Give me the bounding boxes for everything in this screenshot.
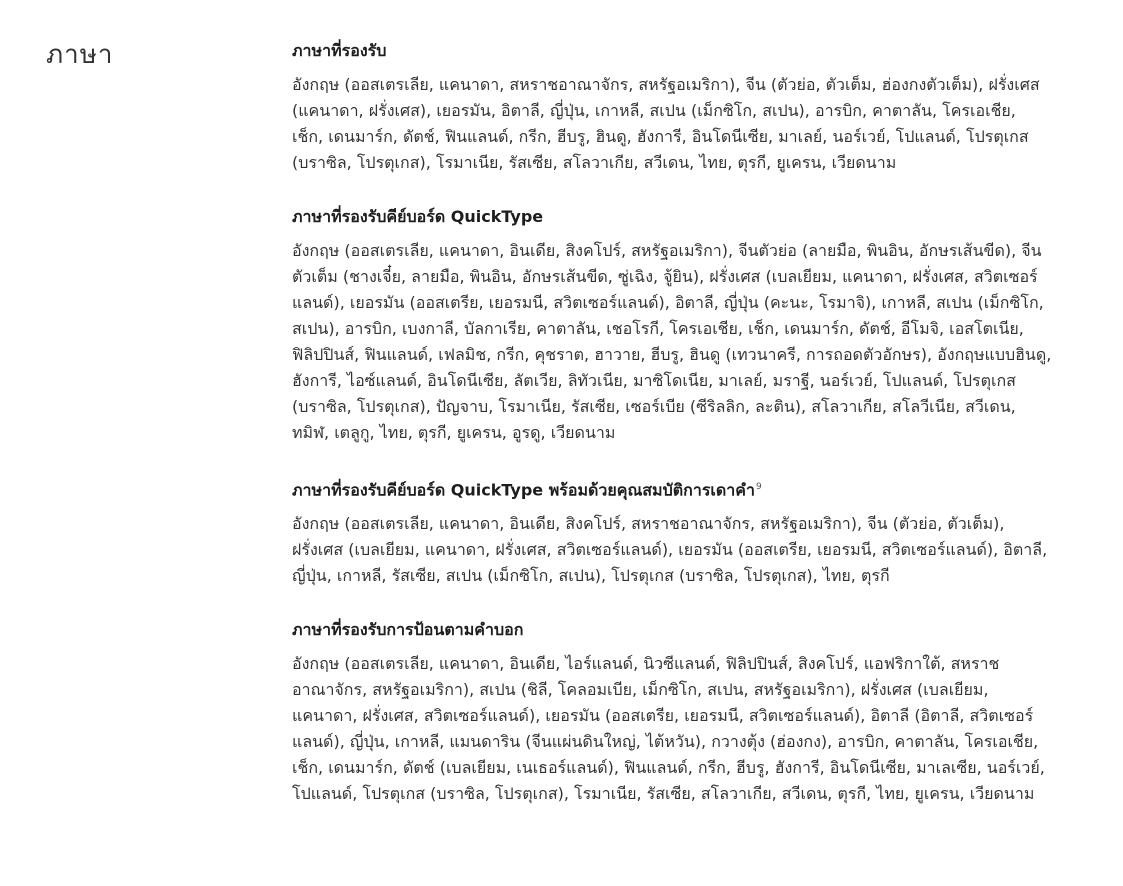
quicktype-predictive-languages-block	[292, 476, 1052, 589]
block-text: อังกฤษ (ออสเตรเลีย, แคนาดา, สหราชอาณาจักร, สหรัฐอเมริกา), จีน (ตัวย่อ, ตัวเต็ม, ฮ่องกงตัวเต็ม), ฝรั่งเศส (แคนาดา, ฝรั่งเศส), เยอรมัน, อิตาลี, ญี่ปุ่น, เกาหลี, สเปน (เม็กซิโก, สเปน), อารบิก, คาตาลัน, โครเอเชีย, เช็ก, เดนมาร์ก, ดัตช์, ฟินแลนด์, กรีก, ฮีบรู, ฮินดู, ฮังการี, อินโดนีเซีย, มาเลย์, นอร์เวย์, โปแลนด์, โปรตุเกส (บราซิล, โปรตุเกส), โรมาเนีย, รัสเซีย, สโลวาเกีย, สวีเดน, ไทย, ตุรกี, ยูเครน, เวียดนาม	[292, 75, 1040, 172]
block-heading	[292, 476, 1052, 501]
heading-text: ภาษาที่รองรับคีย์บอร์ด QuickType พร้อมด้วยคุณสมบัติการเดาคำ	[292, 480, 755, 500]
block-text: อังกฤษ (ออสเตรเลีย, แคนาดา, อินเดีย, สิงคโปร์, สหราชอาณาจักร, สหรัฐอเมริกา), จีน (ตัวย่อ, ตัวเต็ม), ฝรั่งเศส (เบลเยียม, แคนาดา, ฝรั่งเศส, สวิตเซอร์แลนด์), เยอรมัน (ออสเตรีย, เยอรมนี, สวิตเซอร์แลนด์), อิตาลี, ญี่ปุ่น, เกาหลี, รัสเซีย, สเปน (เม็กซิโก, สเปน), โปรตุเกส (บราซิล, โปรตุเกส), ไทย, ตุรกี	[292, 514, 1048, 586]
block-heading	[292, 40, 1052, 62]
supported-languages-block	[292, 40, 1052, 176]
quicktype-languages-block	[292, 206, 1052, 446]
dictation-languages-block	[292, 619, 1052, 807]
heading-text: ภาษาที่รองรับคีย์บอร์ด QuickType	[292, 207, 544, 226]
heading-text: ภาษาที่รองรับ	[292, 41, 387, 60]
footnote-marker[interactable]: 9	[755, 482, 762, 492]
language-content	[292, 40, 1052, 837]
heading-text: ภาษาที่รองรับการป้อนตามคำบอก	[292, 620, 524, 640]
block-heading	[292, 206, 1052, 228]
block-text: อังกฤษ (ออสเตรเลีย, แคนาดา, อินเดีย, สิงคโปร์, สหรัฐอเมริกา), จีนตัวย่อ (ลายมือ, พินอิน, อักษรเส้นขีด), จีนตัวเต็ม (ชางเจี๋ย, ลายมือ, พินอิน, อักษรเส้นขีด, ซู่เฉิง, จู้ยิน), ฝรั่งเศส (เบลเยียม, แคนาดา, ฝรั่งเศส, สวิตเซอร์แลนด์), เยอรมัน (ออสเตรีย, เยอรมนี, สวิตเซอร์แลนด์), อิตาลี, ญี่ปุ่น (คะนะ, โรมาจิ), เกาหลี, สเปน (เม็กซิโก, สเปน), อารบิก, เบงกาลี, บัลกาเรีย, คาตาลัน, เชอโรกี, โครเอเชีย, เช็ก, เดนมาร์ก, ดัตช์, อีโมจิ, เอสโตเนีย, ฟิลิปปินส์, ฟินแลนด์, เฟลมิช, กรีก, คุชราต, ฮาวาย, ฮีบรู, ฮินดู (เทวนาครี, การถอดตัวอักษร), อังกฤษแบบฮินดู, ฮังการี, ไอซ์แลนด์, อินโดนีเซีย, ลัตเวีย, ลิทัวเนีย, มาซิโดเนีย, มาเลย์, มราฐี, นอร์เวย์, โปแลนด์, โปรตุเกส (บราซิล, โปรตุเกส), ปัญจาบ, โรมาเนีย, รัสเซีย, เซอร์เบีย (ซีริลลิก, ละติน), สโลวาเกีย, สโลวีเนีย, สวีเดน, ทมิฬ, เตลูกู, ไทย, ตุรกี, ยูเครน, อูรดู, เวียดนาม	[292, 241, 1052, 442]
block-heading	[292, 619, 1052, 641]
block-text: อังกฤษ (ออสเตรเลีย, แคนาดา, อินเดีย, ไอร์แลนด์, นิวซีแลนด์, ฟิลิปปินส์, สิงคโปร์, แอฟริกาใต้, สหราชอาณาจักร, สหรัฐอเมริกา), สเปน (ชิลี, โคลอมเบีย, เม็กซิโก, สเปน, สหรัฐอเมริกา), ฝรั่งเศส (เบลเยียม, แคนาดา, ฝรั่งเศส, สวิตเซอร์แลนด์), เยอรมัน (ออสเตรีย, เยอรมนี, สวิตเซอร์แลนด์), อิตาลี (อิตาลี, สวิตเซอร์แลนด์), ญี่ปุ่น, เกาหลี, แมนดาริน (จีนแผ่นดินใหญ่, ไต้หวัน), กวางตุ้ง (ฮ่องกง), อารบิก, คาตาลัน, โครเอเชีย, เช็ก, เดนมาร์ก, ดัตช์ (เบลเยียม, เนเธอร์แลนด์), ฟินแลนด์, กรีก, ฮีบรู, ฮังการี, อินโดนีเซีย, มาเลเซีย, นอร์เวย์, โปแลนด์, โปรตุเกส (บราซิล, โปรตุเกส), โรมาเนีย, รัสเซีย, สโลวาเกีย, สวีเดน, ตุรกี, ไทย, ยูเครน, เวียดนาม	[292, 654, 1045, 804]
section-title: ภาษา	[46, 40, 114, 70]
